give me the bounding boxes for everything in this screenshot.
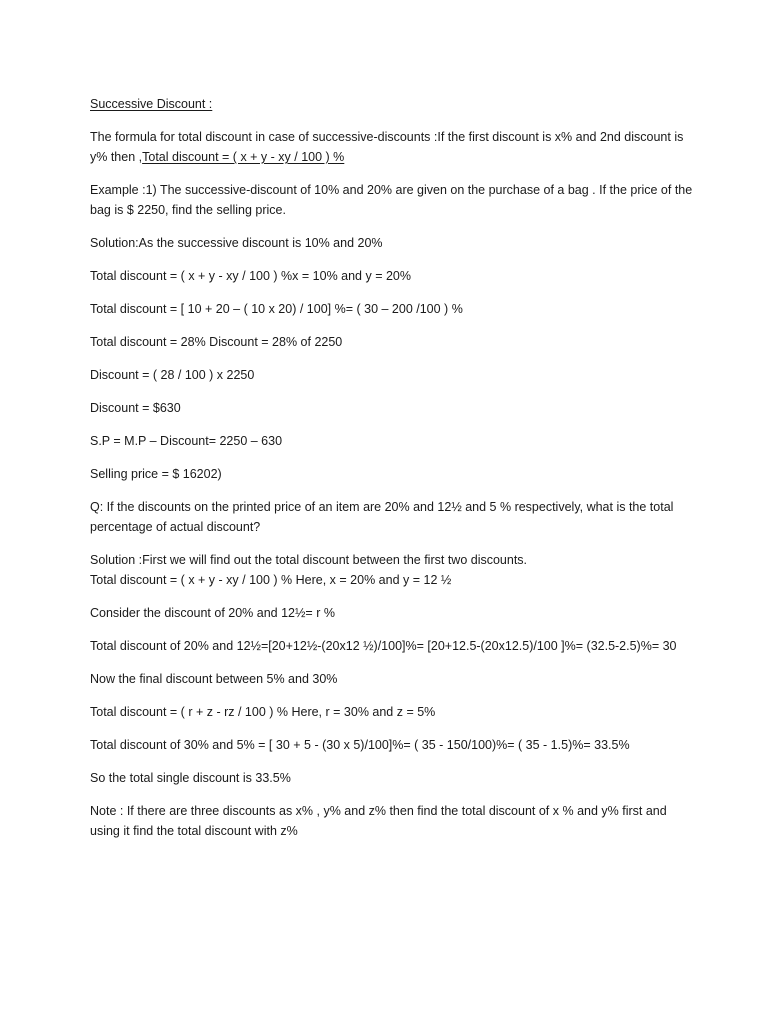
step-10: Total discount of 30% and 5% = [ 30 + 5 - (30 x 5)/100]%= ( 35 - 150/100)%= ( 35 - 1.5)%= 33.5% [90,738,630,752]
intro-formula: Total discount = ( x + y - xy / 100 ) % [142,150,345,164]
note: Note : If there are three discounts as x% , y% and z% then find the total discount of x % and y% first and using it find the total discount with z% [90,804,667,838]
step-3: Total discount = 28% Discount = 28% of 2250 [90,335,343,349]
step-7: Selling price = $ 16202) [90,467,222,481]
heading [90,94,700,114]
document-page [90,94,700,854]
step-4: Discount = ( 28 / 100 ) x 2250 [90,368,255,382]
final-discount: Now the final discount between 5% and 30% [90,672,338,686]
consider: Consider the discount of 20% and 12½= r % [90,606,335,620]
step-5: Discount = $630 [90,401,181,415]
intro-text: The formula for total discount in case of successive-discounts :If the first discount is x% and 2nd discount is y% then , [90,130,684,164]
heading-text: Successive Discount : [90,97,213,111]
step-8: Total discount of 20% and 12½=[20+12½-(20x12 ½)/100]%= [20+12.5-(20x12.5)/100 ]%= (32.5-2.5)%= 30 [90,639,677,653]
step-2: Total discount = [ 10 + 20 – ( 10 x 20) / 100] %= ( 30 – 200 /100 ) % [90,302,463,316]
solution-2-line-2: Total discount = ( x + y - xy / 100 ) % Here, x = 20% and y = 12 ½ [90,573,452,587]
step-6: S.P = M.P – Discount= 2250 – 630 [90,434,283,448]
step-1: Total discount = ( x + y - xy / 100 ) %x = 10% and y = 20% [90,269,411,283]
solution-2-line-1: Solution :First we will find out the total discount between the first two discounts. [90,553,528,567]
example-1: Example :1) The successive-discount of 10% and 20% are given on the purchase of a bag . If the price of the bag is $ 2250, find the selling price. [90,183,693,217]
step-9: Total discount = ( r + z - rz / 100 ) % Here, r = 30% and z = 5% [90,705,436,719]
solution-1: Solution:As the successive discount is 10% and 20% [90,236,383,250]
question: Q: If the discounts on the printed price of an item are 20% and 12½ and 5 % respectively, what is the total percentage of actual discount? [90,500,674,534]
intro-paragraph [90,127,700,167]
conclusion: So the total single discount is 33.5% [90,771,291,785]
